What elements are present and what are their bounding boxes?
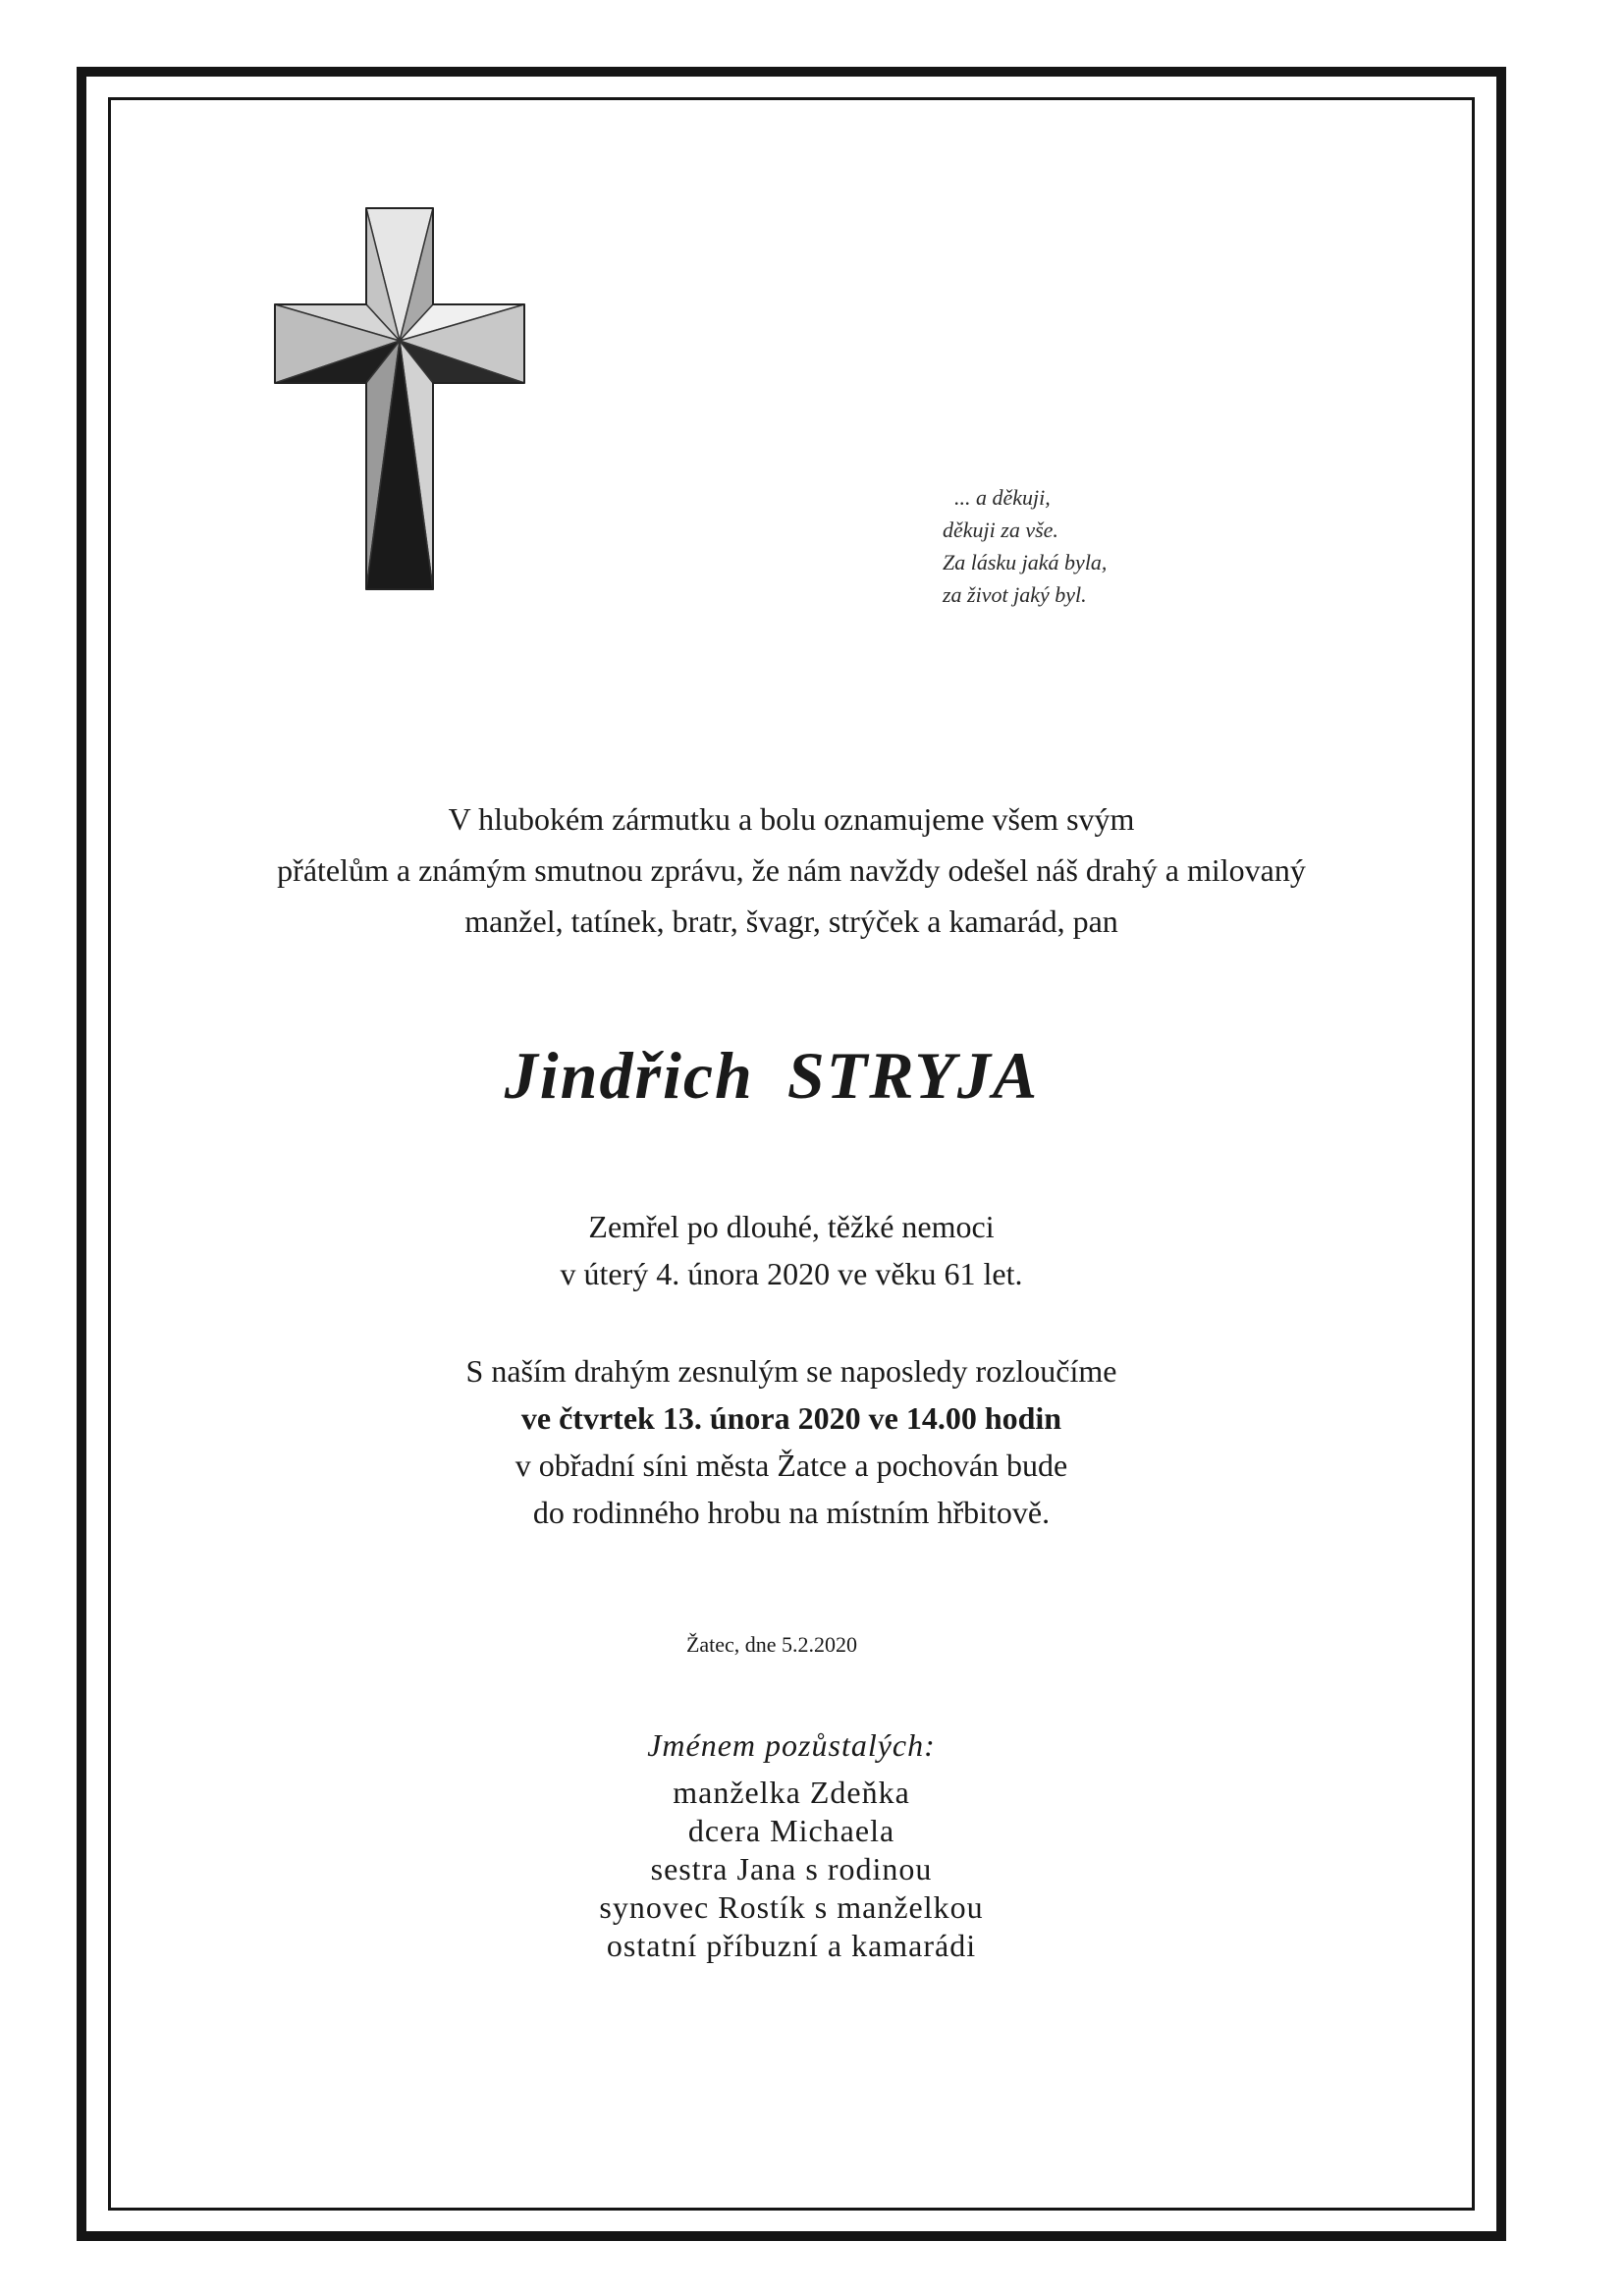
death-notice-line: v úterý 4. února 2020 ve věku 61 let. [560,1256,1023,1291]
survivor-item: synovec Rostík s manželkou [599,1889,984,1925]
farewell-date-time: ve čtvrtek 13. února 2020 ve 14.00 hodin [520,1400,1062,1436]
deceased-surname: STRYJA [786,1038,1040,1113]
survivor-item: sestra Jana s rodinou [650,1851,933,1886]
farewell-details [108,1347,1475,1536]
poem [943,481,1198,611]
poem-line: ... a děkuji, [954,485,1051,510]
intro-line: přátelům a známým smutnou zprávu, že nám navždy odešel náš drahý a milovaný [277,852,1306,888]
announcement-intro [108,793,1475,947]
survivor-item: ostatní příbuzní a kamarádi [606,1928,977,1963]
farewell-line: S naším drahým zesnulým se naposledy rozloučíme [465,1353,1117,1389]
deceased-first-name: Jindřich [504,1038,754,1113]
deceased-name [88,1031,1455,1120]
signature-heading: Jménem pozůstalých: [647,1727,936,1763]
poem-line: Za lásku jaká byla, [943,550,1108,574]
death-notice [108,1203,1475,1297]
survivor-item: dcera Michaela [687,1813,895,1848]
farewell-line: do rodinného hrobu na místním hřbitově. [532,1495,1051,1530]
farewell-line: v obřadní síni města Žatce a pochován bude [514,1448,1068,1483]
intro-line: manžel, tatínek, bratr, švagr, strýček a kamarád, pan [464,903,1118,939]
poem-line: děkuji za vše. [943,518,1058,542]
poem-line: za život jaký byl. [943,582,1087,607]
survivors-list [108,1774,1475,1965]
survivor-item: manželka Zdeňka [673,1775,910,1810]
place-and-date: Žatec, dne 5.2.2020 [685,1632,858,1657]
intro-line: V hlubokém zármutku a bolu oznamujeme všem svým [448,801,1135,837]
geometric-cross-icon [273,206,526,591]
death-notice-line: Zemřel po dlouhé, těžké nemoci [588,1209,995,1244]
